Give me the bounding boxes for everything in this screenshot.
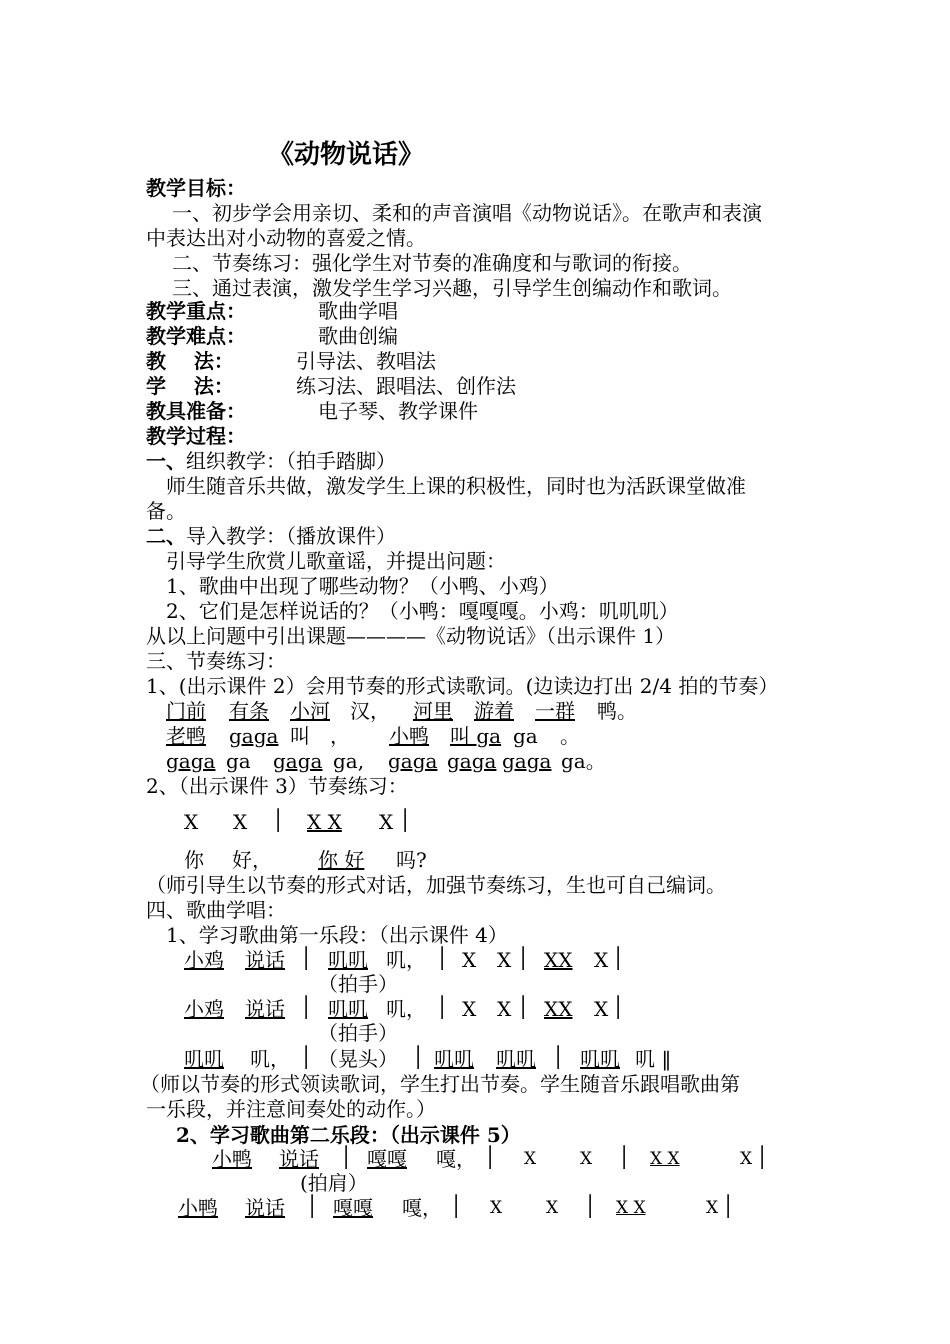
- objective-3: 三、通过表演，激发学生学习兴趣，引导学生创编动作和歌词。: [172, 276, 732, 300]
- step1-paragraph: 师生随音乐共做，激发学生上课的积极性，同时也为活跃课堂做准: [166, 474, 746, 498]
- step4-part-2: 2、学习歌曲第二乐段：（出示课件 5）: [176, 1123, 521, 1147]
- info-label-method: 教 法：: [146, 349, 234, 373]
- info-value-focus: 歌曲学唱: [318, 299, 398, 323]
- step3-note: （师引导生以节奏的形式对话，加强节奏练习，生也可自己编词。: [146, 873, 726, 897]
- step4-part-1: 1、学习歌曲第一乐段：（出示课件 4）: [166, 923, 508, 947]
- step1-heading: 一、组织教学：（拍手踏脚）: [146, 449, 396, 473]
- info-label-difficulty: 教学难点：: [146, 324, 246, 348]
- page-title: 《动物说话》: [268, 140, 425, 170]
- step4-heading: 四、歌曲学唱：: [146, 898, 286, 922]
- shoulder-note: (拍肩）: [300, 1171, 368, 1195]
- step3-item-1: 1、(出示课件 2）会用节奏的形式读歌词。(边读边打出 2/4 拍的节奏）: [146, 674, 779, 698]
- objective-1-cont: 中表达出对小动物的喜爱之情。: [146, 226, 426, 250]
- process-label: 教学过程：: [146, 424, 246, 448]
- objectives-label: 教学目标：: [146, 176, 246, 200]
- info-value-materials: 电子琴、教学课件: [318, 399, 478, 423]
- step2-heading: 二、导入教学：（播放课件）: [146, 524, 396, 548]
- objective-1: 一、初步学会用亲切、柔和的声音演唱《动物说话》。在歌声和表演: [172, 201, 762, 225]
- info-value-learning: 练习法、跟唱法、创作法: [296, 374, 516, 398]
- info-label-materials: 教具准备：: [146, 399, 246, 423]
- step3-heading: 三、节奏练习：: [146, 649, 286, 673]
- clap-note-2: （拍手）: [318, 1021, 398, 1045]
- info-label-focus: 教学重点：: [146, 299, 246, 323]
- step4-note-1: （师以节奏的形式领读歌词，学生打出节奏。学生随音乐跟唱歌曲第: [140, 1072, 740, 1096]
- step1-paragraph-cont: 备。: [146, 499, 186, 523]
- objective-2: 二、节奏练习：强化学生对节奏的准确度和与歌词的衔接。: [172, 251, 692, 275]
- step2-question-2: 2、它们是怎样说话的？（小鸭：嘎嘎嘎。小鸡：叽叽叽）: [166, 599, 679, 623]
- clap-note-1: （拍手）: [318, 972, 398, 996]
- step2-paragraph: 引导学生欣赏儿歌童谣，并提出问题：: [166, 549, 506, 573]
- info-value-difficulty: 歌曲创编: [318, 324, 398, 348]
- step2-question-1: 1、歌曲中出现了哪些动物？（小鸭、小鸡）: [166, 574, 559, 598]
- info-value-method: 引导法、教唱法: [296, 349, 436, 373]
- step4-note-2: 一乐段，并注意间奏处的动作。）: [146, 1097, 436, 1121]
- step3-item-2: 2、（出示课件 3）节奏练习：: [146, 774, 408, 798]
- info-label-learning: 学 法：: [146, 374, 234, 398]
- step2-topic: 从以上问题中引出课题————《动物说话》（出示课件 1）: [146, 624, 676, 648]
